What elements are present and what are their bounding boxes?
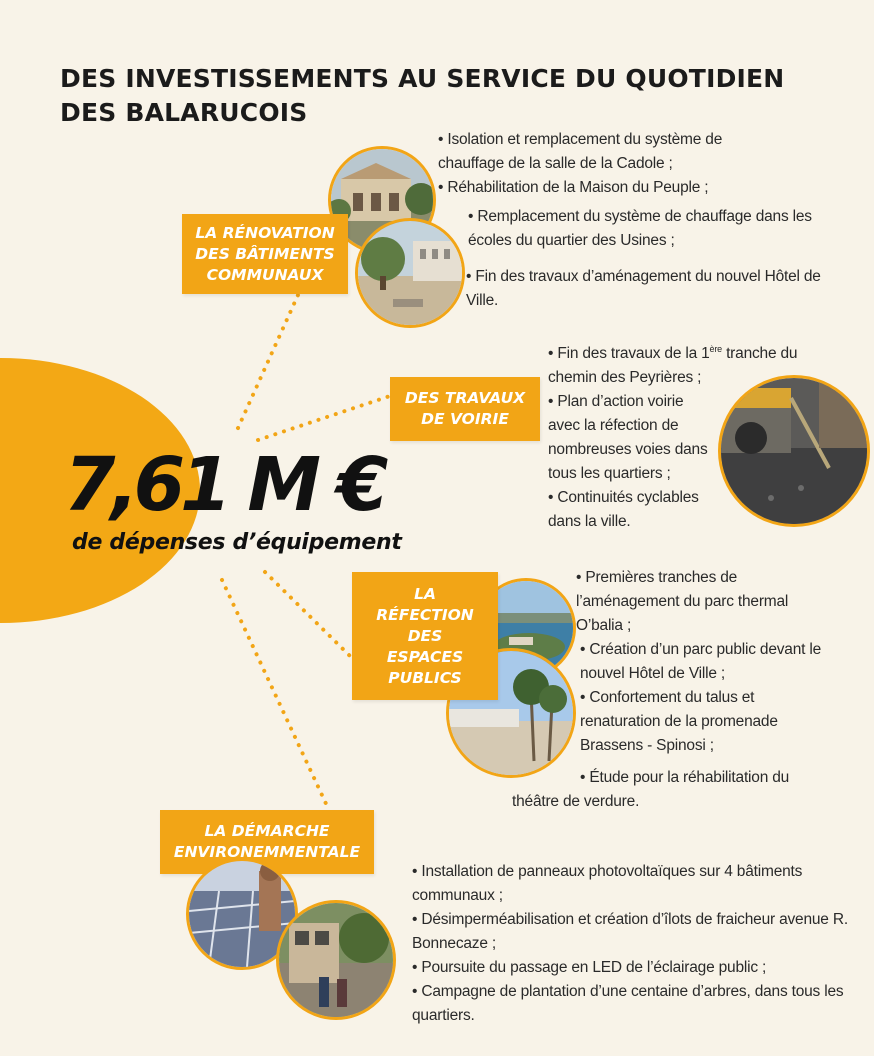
label-environnement-line-1: LA DÉMARCHE [204,822,330,840]
label-environnement-line-2: ENVIRONEMMENTALE [173,843,361,861]
voirie-item-1-end: tranche du chemin des Peyrières ; [548,345,798,386]
label-espaces [352,572,498,700]
label-batiments-line-2: DES BÂTIMENTS [195,244,335,263]
list-item: • Remplacement du système de chauffage dans les écoles du quartier des Usines ; [468,208,812,249]
title-line-1: DES INVESTISSEMENTS AU SERVICE DU QUOTIDIEN [60,64,785,93]
label-voirie [390,377,540,441]
title-line-2: DES BALARUCOIS [60,98,308,127]
list-batiments-a [438,128,738,200]
list-item: • Plan d’action voirie avec la réfection de nombreuses voies dans tous les quartiers ; [548,393,708,482]
list-item: • Premières tranches de l’aménagement du parc thermal O’balia ; [576,569,789,634]
list-item: • Fin des travaux d’aménagement du nouvel Hôtel de Ville. [466,268,821,309]
voirie-item-1-start: • Fin des travaux de la 1 [548,345,710,362]
list-batiments-b [466,205,836,313]
label-espaces-line-5: PUBLICS [388,668,462,687]
photo-travaux-voirie [718,375,870,527]
list-espaces-end [512,766,822,814]
list-environnement [412,860,857,1028]
label-voirie-line-2: DE VOIRIE [421,410,509,428]
budget-amount: 7,61 M € [64,442,384,528]
label-espaces-line-4: ESPACES [386,647,464,666]
list-item: • Étude pour la réhabilitation du théâtre de verdure. [512,769,790,810]
photo-avenue-bonnecaze [276,900,396,1020]
label-voirie-line-1: DES TRAVAUX [404,389,526,407]
connector-environnement [222,580,328,808]
label-espaces-line-1: LA [414,584,436,603]
list-item: • Désimperméabilisation et création d’îlots de fraicheur avenue R. Bonnecaze ; [412,911,848,952]
budget-caption: de dépenses d’équipement [72,530,402,555]
list-item: • Isolation et remplacement du système de chauffage de la salle de la Cadole ; [438,131,723,172]
list-item: • Création d’un parc public devant le nouvel Hôtel de Ville ; [580,641,822,682]
label-batiments [182,214,348,294]
label-espaces-line-2: RÉFECTION [376,605,474,624]
list-item: • Réhabilitation de la Maison du Peuple ; [438,179,709,196]
list-item: • Campagne de plantation d’une centaine d’arbres, dans tous les quartiers. [412,983,844,1024]
label-batiments-line-1: LA RÉNOVATION [195,223,335,242]
connector-batiments [238,295,298,428]
photo-batiment-place [355,218,465,328]
list-item: • Confortement du talus et renaturation de la promenade Brassens - Spinosi ; [580,689,778,754]
label-espaces-line-3: DES [407,626,443,645]
connector-voirie [258,396,390,440]
list-espaces [576,566,831,758]
list-item: • Continuités cyclables dans la ville. [548,489,699,530]
label-batiments-line-3: COMMUNAUX [206,265,324,284]
list-voirie [548,342,798,534]
voirie-item-1-sup: ère [709,343,722,354]
connector-espaces [265,572,352,658]
list-item: • Installation de panneaux photovoltaïques sur 4 bâtiments communaux ; [412,863,803,904]
list-item: • Poursuite du passage en LED de l’éclairage public ; [412,959,767,976]
